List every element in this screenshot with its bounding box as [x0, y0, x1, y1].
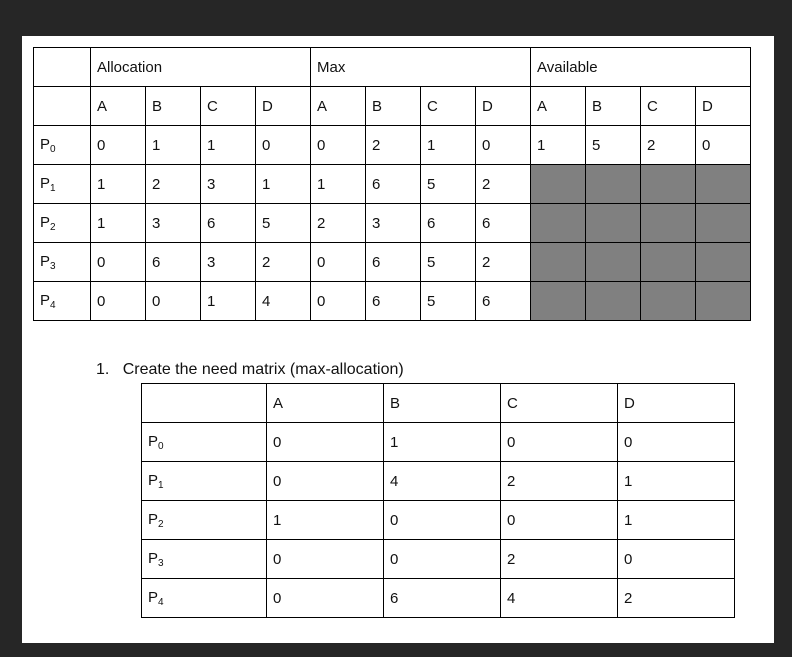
need-header-row — [142, 384, 735, 423]
column-letter-row — [34, 87, 751, 126]
column-header: D — [256, 87, 311, 126]
allocation-cell: 1 — [256, 165, 311, 204]
available-header: Available — [531, 48, 751, 87]
process-label — [34, 282, 91, 321]
process-row — [34, 204, 751, 243]
column-header: B — [146, 87, 201, 126]
allocation-header: Allocation — [91, 48, 311, 87]
need-cell: 0 — [267, 579, 384, 618]
process-label — [142, 540, 267, 579]
max-cell: 0 — [311, 243, 366, 282]
need-cell: 1 — [384, 423, 501, 462]
need-row — [142, 579, 735, 618]
process-letter: P — [40, 213, 51, 231]
allocation-cell: 6 — [146, 243, 201, 282]
max-cell: 2 — [366, 126, 421, 165]
need-cell: 0 — [267, 423, 384, 462]
process-label — [34, 204, 91, 243]
need-row — [142, 501, 735, 540]
need-cell: 0 — [384, 540, 501, 579]
column-header: B — [366, 87, 421, 126]
allocation-cell: 4 — [256, 282, 311, 321]
max-cell: 1 — [311, 165, 366, 204]
available-shaded-cell — [531, 243, 586, 282]
allocation-cell: 1 — [91, 165, 146, 204]
process-row — [34, 282, 751, 321]
allocation-cell: 0 — [91, 126, 146, 165]
max-cell: 6 — [366, 165, 421, 204]
need-cell: 2 — [501, 540, 618, 579]
allocation-cell: 6 — [201, 204, 256, 243]
column-header: C — [501, 384, 618, 423]
need-cell: 0 — [501, 423, 618, 462]
process-letter: P — [148, 510, 159, 528]
max-cell: 6 — [476, 282, 531, 321]
allocation-cell: 3 — [146, 204, 201, 243]
process-letter: P — [148, 432, 159, 450]
available-shaded-cell — [586, 282, 641, 321]
need-cell: 1 — [618, 462, 735, 501]
process-subscript: 2 — [158, 518, 164, 530]
available-shaded-cell — [531, 165, 586, 204]
need-row — [142, 462, 735, 501]
available-shaded-cell — [531, 204, 586, 243]
available-shaded-cell — [696, 243, 751, 282]
column-header: A — [91, 87, 146, 126]
corner-cell — [34, 48, 91, 87]
need-cell: 0 — [384, 501, 501, 540]
allocation-cell: 3 — [201, 243, 256, 282]
max-header: Max — [311, 48, 531, 87]
process-subscript: 2 — [50, 221, 56, 233]
allocation-cell: 1 — [146, 126, 201, 165]
available-shaded-cell — [641, 204, 696, 243]
max-cell: 6 — [421, 204, 476, 243]
max-cell: 5 — [421, 243, 476, 282]
column-header: B — [586, 87, 641, 126]
need-row — [142, 423, 735, 462]
column-header: A — [311, 87, 366, 126]
need-cell: 2 — [501, 462, 618, 501]
process-label — [34, 165, 91, 204]
available-shaded-cell — [696, 282, 751, 321]
max-cell: 0 — [311, 126, 366, 165]
allocation-cell: 1 — [201, 126, 256, 165]
max-cell: 1 — [421, 126, 476, 165]
need-cell: 4 — [384, 462, 501, 501]
question-label: Create the need matrix (max-allocation) — [122, 361, 404, 378]
available-shaded-cell — [586, 165, 641, 204]
available-cell: 1 — [531, 126, 586, 165]
process-row — [34, 165, 751, 204]
need-matrix-table — [141, 383, 735, 618]
allocation-cell: 0 — [91, 282, 146, 321]
process-label — [142, 501, 267, 540]
need-cell: 0 — [618, 540, 735, 579]
available-cell: 5 — [586, 126, 641, 165]
available-shaded-cell — [696, 165, 751, 204]
column-header: A — [267, 384, 384, 423]
process-subscript: 0 — [158, 440, 164, 452]
max-cell: 6 — [366, 282, 421, 321]
column-header: B — [384, 384, 501, 423]
process-subscript: 4 — [50, 299, 56, 311]
column-header: D — [696, 87, 751, 126]
allocation-cell: 5 — [256, 204, 311, 243]
max-cell: 6 — [476, 204, 531, 243]
allocation-max-available-table — [33, 47, 751, 321]
allocation-cell: 0 — [146, 282, 201, 321]
need-cell: 1 — [618, 501, 735, 540]
process-subscript: 4 — [158, 596, 164, 608]
need-cell: 0 — [267, 540, 384, 579]
available-shaded-cell — [696, 204, 751, 243]
need-row — [142, 540, 735, 579]
need-cell: 4 — [501, 579, 618, 618]
column-header: D — [476, 87, 531, 126]
need-cell: 6 — [384, 579, 501, 618]
available-shaded-cell — [586, 204, 641, 243]
available-shaded-cell — [641, 243, 696, 282]
allocation-cell: 1 — [201, 282, 256, 321]
process-letter: P — [148, 588, 159, 606]
process-subscript: 1 — [158, 479, 164, 491]
allocation-cell: 3 — [201, 165, 256, 204]
max-cell: 2 — [476, 243, 531, 282]
max-cell: 0 — [311, 282, 366, 321]
process-label — [34, 126, 91, 165]
allocation-cell: 2 — [146, 165, 201, 204]
allocation-cell: 0 — [256, 126, 311, 165]
need-cell: 1 — [267, 501, 384, 540]
max-cell: 2 — [311, 204, 366, 243]
corner-cell — [34, 87, 91, 126]
process-label — [142, 423, 267, 462]
group-header-row — [34, 48, 751, 87]
corner-cell — [142, 384, 267, 423]
process-letter: P — [148, 471, 159, 489]
max-cell: 6 — [366, 243, 421, 282]
need-cell: 2 — [618, 579, 735, 618]
question-number: 1. — [96, 361, 110, 378]
column-header: A — [531, 87, 586, 126]
available-shaded-cell — [641, 282, 696, 321]
allocation-cell: 0 — [91, 243, 146, 282]
max-cell: 2 — [476, 165, 531, 204]
available-shaded-cell — [586, 243, 641, 282]
process-letter: P — [40, 135, 51, 153]
process-letter: P — [40, 291, 51, 309]
available-shaded-cell — [641, 165, 696, 204]
available-cell: 2 — [641, 126, 696, 165]
column-header: C — [641, 87, 696, 126]
process-row — [34, 126, 751, 165]
document-page — [22, 36, 774, 643]
process-letter: P — [148, 549, 159, 567]
process-label — [142, 462, 267, 501]
process-subscript: 3 — [158, 557, 164, 569]
process-row — [34, 243, 751, 282]
column-header: C — [201, 87, 256, 126]
max-cell: 5 — [421, 282, 476, 321]
allocation-cell: 2 — [256, 243, 311, 282]
max-cell: 0 — [476, 126, 531, 165]
need-cell: 0 — [501, 501, 618, 540]
available-shaded-cell — [531, 282, 586, 321]
available-cell: 0 — [696, 126, 751, 165]
question-text — [96, 361, 404, 379]
column-header: D — [618, 384, 735, 423]
max-cell: 3 — [366, 204, 421, 243]
process-label — [142, 579, 267, 618]
allocation-cell: 1 — [91, 204, 146, 243]
column-header: C — [421, 87, 476, 126]
process-subscript: 3 — [50, 260, 56, 272]
process-letter: P — [40, 174, 51, 192]
max-cell: 5 — [421, 165, 476, 204]
process-subscript: 0 — [50, 143, 56, 155]
process-letter: P — [40, 252, 51, 270]
need-cell: 0 — [618, 423, 735, 462]
process-subscript: 1 — [50, 182, 56, 194]
need-cell: 0 — [267, 462, 384, 501]
process-label — [34, 243, 91, 282]
